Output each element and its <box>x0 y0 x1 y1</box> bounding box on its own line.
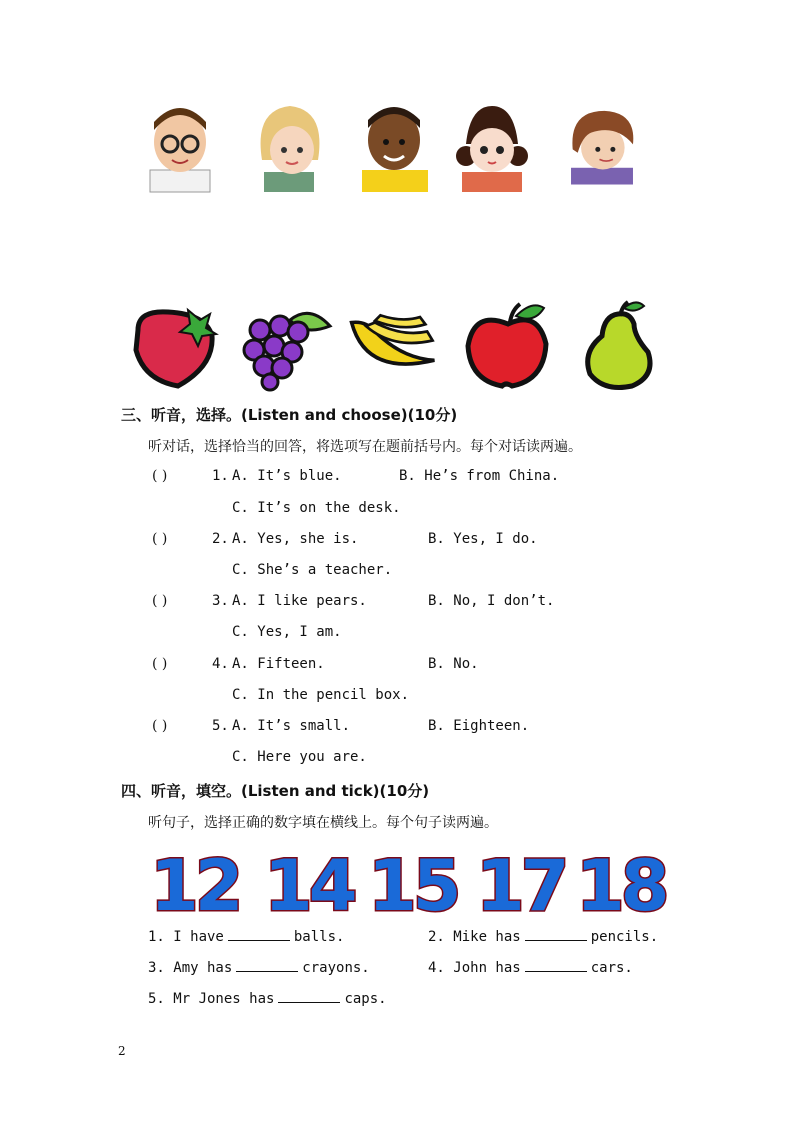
number-card-17 <box>474 838 566 927</box>
boy-brown-hair-icon <box>566 100 638 192</box>
section4-title: 四、听音，填空。(Listen and tick)(10分) <box>121 782 430 800</box>
section3-title: 三、听音，选择。(Listen and choose)(10分) <box>121 406 458 424</box>
blank-line[interactable] <box>228 926 290 941</box>
svg-text:14: 14 <box>264 845 354 927</box>
svg-text:15: 15 <box>368 845 458 927</box>
question-number: 4. <box>212 656 229 672</box>
blank-line[interactable] <box>278 988 340 1003</box>
option-a: A. It’s small. <box>232 718 351 734</box>
answer-paren[interactable]: ( ) <box>152 718 168 734</box>
question-number: 2. <box>212 531 229 547</box>
fill-item-1 <box>148 926 344 945</box>
answer-paren[interactable]: ( ) <box>152 656 168 672</box>
fill-suffix: crayons. <box>302 960 370 976</box>
option-b: B. He’s from China. <box>399 468 560 484</box>
girl-pigtails-icon <box>456 100 528 192</box>
blonde-girl-icon <box>254 100 326 192</box>
option-c: C. She’s a teacher. <box>232 562 393 578</box>
svg-text:17: 17 <box>476 845 566 927</box>
number-card-12 <box>148 838 240 927</box>
fill-suffix: cars. <box>590 960 633 976</box>
fill-suffix: caps. <box>344 991 387 1007</box>
section4-instruction: 听句子，选择正确的数字填在横线上。每个句子读两遍。 <box>148 815 498 831</box>
grapes-icon <box>240 300 330 390</box>
question-number: 3. <box>212 593 229 609</box>
fill-suffix: pencils. <box>590 929 659 945</box>
section3-instruction: 听对话，选择恰当的回答，将选项写在题前括号内。每个对话读两遍。 <box>148 439 582 455</box>
number-card-15 <box>366 838 458 927</box>
answer-paren[interactable]: ( ) <box>152 531 168 547</box>
svg-text:18: 18 <box>576 845 666 927</box>
option-b: B. No, I don’t. <box>428 593 555 609</box>
fill-prefix: 4. John has <box>428 960 521 976</box>
option-b: B. Eighteen. <box>428 718 530 734</box>
blank-line[interactable] <box>525 926 587 941</box>
answer-paren[interactable]: ( ) <box>152 593 168 609</box>
blank-line[interactable] <box>525 957 587 972</box>
pear-icon <box>574 300 664 390</box>
number-card-14 <box>262 838 354 927</box>
boy-glasses-icon <box>146 100 218 192</box>
option-c: C. It’s on the desk. <box>232 500 401 516</box>
answer-paren[interactable]: ( ) <box>152 468 168 484</box>
fill-item-5 <box>148 988 387 1007</box>
fill-prefix: 2. Mike has <box>428 929 521 945</box>
option-b: B. No. <box>428 656 479 672</box>
option-a: A. It’s blue. <box>232 468 342 484</box>
fill-prefix: 1. I have <box>148 929 224 945</box>
fill-prefix: 5. Mr Jones has <box>148 991 275 1007</box>
banana-icon <box>348 300 438 390</box>
page-number: 2 <box>118 1044 126 1058</box>
strawberry-icon <box>128 300 218 390</box>
fill-suffix: balls. <box>293 929 345 945</box>
apple-icon <box>462 300 552 390</box>
blank-line[interactable] <box>236 957 298 972</box>
option-a: A. I like pears. <box>232 593 367 609</box>
question-number: 1. <box>212 468 229 484</box>
svg-text:12: 12 <box>150 845 240 927</box>
fill-item-2 <box>428 926 658 945</box>
fill-prefix: 3. Amy has <box>148 960 233 976</box>
option-a: A. Yes, she is. <box>232 531 359 547</box>
boy-yellow-shirt-icon <box>358 100 430 192</box>
option-c: C. Here you are. <box>232 749 367 765</box>
option-a: A. Fifteen. <box>232 656 325 672</box>
fill-item-3 <box>148 957 370 976</box>
number-card-18 <box>574 838 666 927</box>
option-c: C. In the pencil box. <box>232 687 410 703</box>
option-b: B. Yes, I do. <box>428 531 538 547</box>
fill-item-4 <box>428 957 633 976</box>
option-c: C. Yes, I am. <box>232 624 342 640</box>
question-number: 5. <box>212 718 229 734</box>
